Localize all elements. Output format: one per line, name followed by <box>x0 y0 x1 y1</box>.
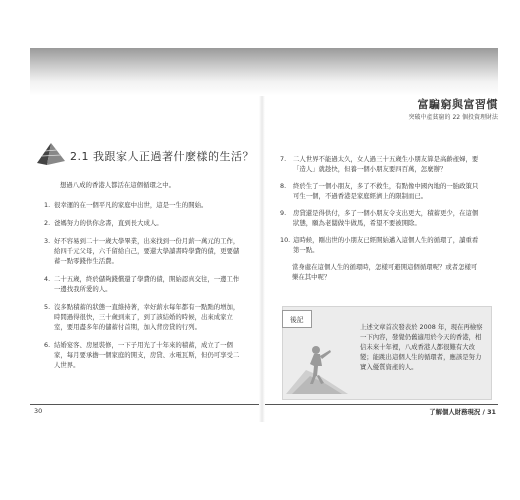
list-item <box>44 302 244 332</box>
list-item <box>44 236 244 266</box>
footer-rule-left <box>30 404 259 405</box>
item-number: 8. <box>280 182 287 190</box>
header-band <box>30 48 498 96</box>
list-item <box>44 200 244 210</box>
left-page-text <box>44 180 244 378</box>
section-heading: 2.1 我跟家人正過著什麼樣的生活？ <box>70 150 254 163</box>
closing-paragraph: 當身處在這個人生的循環時，怎樣可避開這個循環呢？或者怎樣可樂在其中呢？ <box>292 263 478 281</box>
list-item <box>280 154 480 174</box>
item-text: 這時候，剛出世的小朋友已經開始邁入這個人生的循環了，讀重看第一點。 <box>293 236 479 254</box>
page-number-right: 了解個人財務現況 / 31 <box>429 408 496 416</box>
item-number: 10. <box>280 236 291 244</box>
page-gutter <box>259 48 265 422</box>
item-number: 7. <box>280 155 287 163</box>
intro-paragraph: 想過八成的香港人都活在這個循環之中。 <box>60 181 176 189</box>
item-number: 6. <box>44 341 51 349</box>
item-text: 沒多點積蓄的狀態一直維持著，幸好薪水每年都有一點點的增加，時間過得很快，三十歲到來了，到了該結婚的時候，出來成家立室，要用盡多年的儲蓄付首期，加入背房貸的行列。 <box>54 303 240 331</box>
item-text: 好不容易到二十一歲大學畢業，出來找到一份月薪一萬元的工作，給四千元父母，六千留給自己，要還大學讀書時學費的債，更要儲蓄一點零錢作生活費。 <box>54 237 240 265</box>
page-number-left: 30 <box>34 407 43 415</box>
postscript-text: 上述文章首次發表於 2008 年，現在再檢察一下內容，發覺仍舊適用於今天的香港，相信未來十年裡，八成香港人都很難有大改變；能跳出這個人生的循環者，應該是努力實入優質資產的人。 <box>360 323 483 371</box>
item-number: 1. <box>44 201 51 209</box>
book-title: 富騙窮與富習慣 <box>417 98 498 111</box>
list-item <box>280 181 480 201</box>
item-number: 5. <box>44 303 51 311</box>
item-number: 3. <box>44 237 51 245</box>
right-page-text <box>280 154 480 289</box>
list-item <box>44 274 244 294</box>
list-item <box>44 218 244 228</box>
item-text: 二十五歲，終於儲夠錢償還了學費的債，開始認真交往，一邊工作一邊找我所愛的人。 <box>54 275 240 293</box>
item-text: 房貸還是得供付，多了一個小朋友令支出更大，積蓄更少，在這個狀態，願為老闆做牛做馬，希望不要被開除。 <box>293 209 479 227</box>
book-subtitle: 突破中產貧窮的 22 個投資理財法 <box>408 114 498 121</box>
pyramid-icon <box>37 143 65 165</box>
postscript-label: 後記 <box>282 310 312 328</box>
climber-silhouette-icon <box>286 336 348 394</box>
list-item <box>44 340 244 370</box>
item-text: 終於生了一個小朋友，多了不救生，有點像中國內地的一胎政策只可生一個，不過香港是家庭經濟上的限制而已。 <box>293 182 479 200</box>
item-text: 很幸運的在一個平凡的家庭中出世，這是一生的開始。 <box>54 201 208 209</box>
list-item <box>280 208 480 228</box>
item-number: 2. <box>44 219 51 227</box>
footer-rule-right <box>265 404 498 405</box>
item-text: 爸媽努力的供你念書，直到長大成人。 <box>54 219 163 227</box>
item-text: 結婚宴客、房屋裝修，一下子用光了十年來的積蓄，成立了一個家，每月要承擔一個家庭的開支，房貸、水電瓦斯，但仍可享受二人世界。 <box>54 341 240 369</box>
list-item <box>280 235 480 255</box>
item-number: 4. <box>44 275 51 283</box>
item-text: 二人世界不能過太久，女人過三十五歲生小朋友算是高齡產婦，要「造人」就趁快，但養一個小朋友要四百萬，怎麼辦？ <box>293 155 479 173</box>
item-number: 9. <box>280 209 287 217</box>
